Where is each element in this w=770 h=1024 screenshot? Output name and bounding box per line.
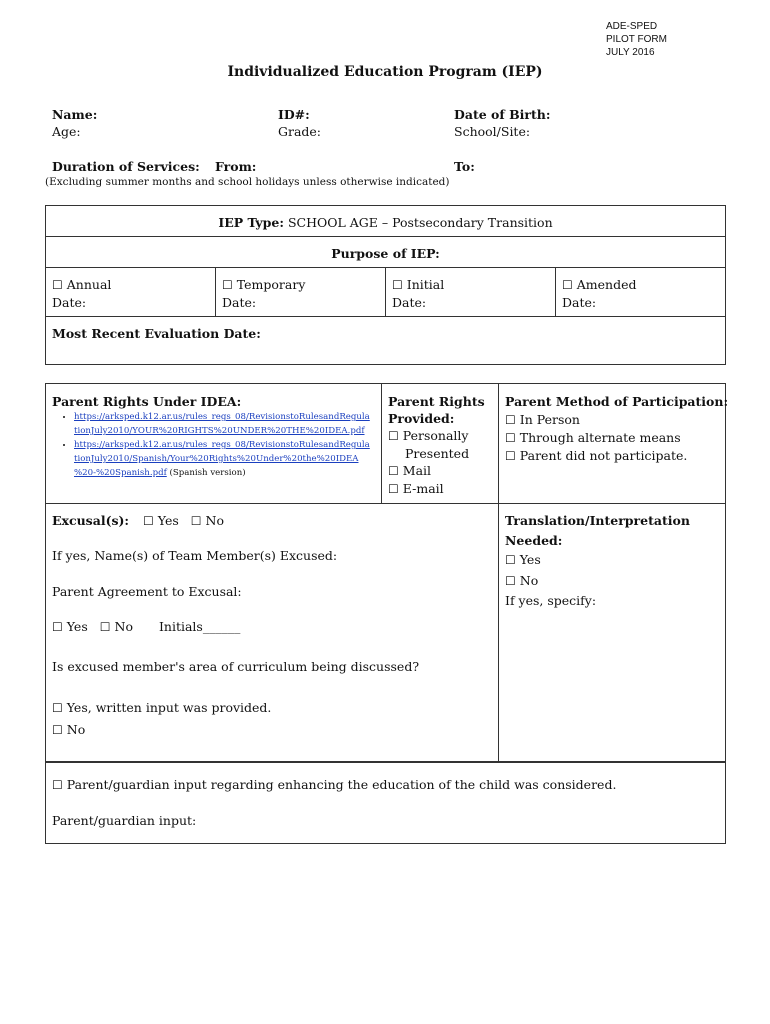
rights-option-email[interactable]: ☐ E-mail: [388, 481, 444, 496]
iep-type-label: IEP Type:: [218, 215, 284, 230]
dob-label: Date of Birth:: [454, 107, 551, 122]
participation-heading: Parent Method of Participation:: [505, 394, 729, 409]
checkbox-icon[interactable]: ☐: [388, 482, 399, 496]
guardian-input-label: Parent/guardian input:: [52, 813, 197, 828]
excused-names-label: If yes, Name(s) of Team Member(s) Excused:: [52, 548, 338, 563]
list-item: [74, 410, 380, 438]
checkbox-icon[interactable]: ☐: [505, 431, 516, 445]
purpose-option-temporary[interactable]: ☐ Temporary Date:: [222, 277, 306, 310]
rights-option-personally[interactable]: ☐ Personally: [388, 428, 469, 443]
age-label: Age:: [52, 124, 81, 139]
participation-option-in-person[interactable]: ☐ In Person: [505, 412, 580, 427]
grade-label: Grade:: [278, 124, 322, 139]
duration-label: Duration of Services:: [52, 159, 200, 174]
iep-type-row: [45, 214, 726, 231]
participation-section: [505, 393, 728, 465]
purpose-label: Purpose of IEP:: [331, 246, 440, 261]
checkbox-icon[interactable]: ☐: [52, 701, 63, 715]
checkbox-icon[interactable]: ☐: [99, 620, 111, 634]
rights-provided-heading-b: Provided:: [388, 411, 455, 426]
excusal-no[interactable]: ☐ No: [190, 513, 224, 528]
translation-specify-label: If yes, specify:: [505, 593, 597, 608]
checkbox-icon[interactable]: ☐: [52, 278, 63, 292]
translation-heading-a: Translation/Interpretation: [505, 513, 690, 528]
translation-section: [505, 511, 690, 611]
checkbox-icon[interactable]: ☐: [52, 620, 63, 634]
agreement-row: [52, 618, 240, 636]
rights-link-english[interactable]: https://arksped.k12.ar.us/rules_regs_08/RevisionstoRulesandRegula tionJuly2010/YOUR%20RIGHTS%20UNDER%20THE%20IDEA.pdf: [74, 412, 370, 436]
excusal-agreement-label: Parent Agreement to Excusal:: [52, 584, 242, 599]
participation-option-none[interactable]: ☐ Parent did not participate.: [505, 448, 688, 463]
checkbox-icon[interactable]: ☐: [52, 723, 63, 737]
purpose-option-annual[interactable]: ☐ Annual Date:: [52, 277, 112, 310]
from-label: From:: [215, 159, 257, 174]
document-title: Individualized Education Program (IEP): [227, 64, 543, 80]
spanish-version-note: (Spanish version): [169, 468, 246, 478]
to-label: To:: [454, 159, 475, 174]
written-input-option[interactable]: ☐ Yes, written input was provided.: [52, 700, 272, 715]
iep-type-value: SCHOOL AGE – Postsecondary Transition: [287, 215, 553, 230]
translation-heading-b: Needed:: [505, 532, 563, 548]
rights-provided-heading-a: Parent Rights: [388, 394, 485, 409]
agreement-no[interactable]: ☐ No: [99, 619, 133, 634]
initials-field[interactable]: Initials______: [158, 619, 241, 634]
checkbox-icon[interactable]: ☐: [505, 573, 516, 588]
rights-option-personally-cont: Presented: [405, 446, 470, 461]
checkbox-icon[interactable]: ☐: [190, 514, 202, 528]
translation-no[interactable]: ☐ No: [505, 572, 539, 588]
purpose-option-initial[interactable]: ☐ Initial Date:: [392, 277, 445, 310]
stamp-line: PILOT FORM: [606, 34, 667, 45]
evaluation-date-label: Most Recent Evaluation Date:: [52, 326, 261, 341]
checkbox-icon[interactable]: ☐: [562, 278, 573, 292]
excusal-label: Excusal(s):: [52, 513, 130, 528]
translation-yes[interactable]: ☐ Yes: [505, 552, 541, 567]
participation-option-alternate[interactable]: ☐ Through alternate means: [505, 430, 681, 445]
duration-note: (Excluding summer months and school holidays unless otherwise indicated): [45, 176, 450, 188]
curriculum-question: Is excused member's area of curriculum being discussed?: [52, 659, 420, 674]
parent-rights-heading: Parent Rights Under IDEA:: [52, 394, 242, 409]
excusal-row: [52, 512, 224, 530]
checkbox-icon[interactable]: ☐: [505, 449, 516, 463]
rights-link-spanish[interactable]: https://arksped.k12.ar.us/rules_regs_08/RevisionstoRulesandRegula tionJuly2010/Spanish/Your%20Rights%20Under%20the%20IDEA %20-%20Spanish.pdf: [74, 440, 370, 478]
checkbox-icon[interactable]: ☐: [143, 514, 154, 528]
rights-option-mail[interactable]: ☐ Mail: [388, 463, 432, 478]
purpose-option-amended[interactable]: ☐ Amended Date:: [562, 277, 637, 310]
agreement-yes[interactable]: ☐ Yes: [52, 619, 88, 634]
school-label: School/Site:: [454, 124, 531, 139]
checkbox-icon[interactable]: ☐: [222, 278, 233, 292]
name-label: Name:: [52, 107, 98, 122]
form-stamp: [606, 20, 667, 59]
excusal-yes[interactable]: ☐ Yes: [143, 513, 179, 528]
guardian-input-box: [45, 762, 726, 844]
checkbox-icon[interactable]: ☐: [52, 778, 63, 792]
checkbox-icon[interactable]: ☐: [388, 464, 399, 478]
stamp-line: ADE-SPED: [606, 21, 658, 32]
checkbox-icon[interactable]: ☐: [505, 413, 516, 427]
checkbox-icon[interactable]: ☐: [505, 553, 516, 567]
list-item: [74, 438, 380, 480]
rights-provided-section: [388, 393, 485, 498]
written-input-no-option[interactable]: ☐ No: [52, 722, 86, 737]
checkbox-icon[interactable]: ☐: [392, 278, 403, 292]
id-label: ID#:: [278, 107, 310, 122]
parent-rights-links: [52, 410, 380, 480]
checkbox-icon[interactable]: ☐: [388, 429, 399, 443]
stamp-line: JULY 2016: [606, 47, 655, 58]
guardian-considered-option[interactable]: ☐ Parent/guardian input regarding enhancing the education of the child was considered.: [52, 777, 617, 792]
